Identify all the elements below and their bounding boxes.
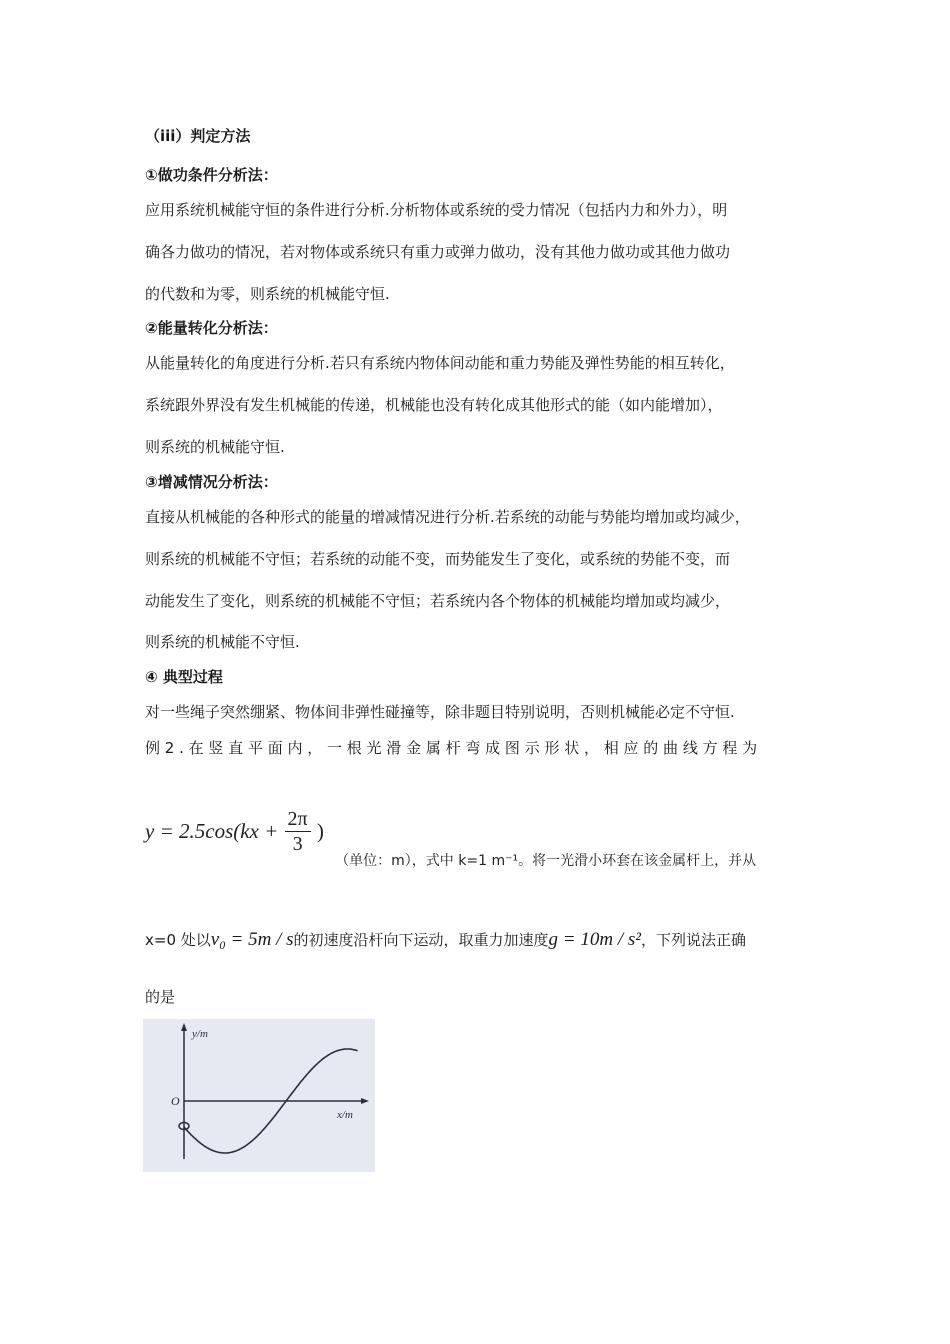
method-4-title: ④ 典型过程	[145, 668, 223, 686]
rod-curve-figure	[143, 1019, 375, 1172]
y-axis-arrow-icon	[181, 1023, 187, 1031]
x0-text: x=0 处以	[145, 931, 211, 949]
method-2-line: 则系统的机械能守恒.	[145, 438, 285, 456]
example-line-3: 的是	[145, 988, 176, 1006]
curve-diagram	[143, 1019, 375, 1172]
curve-equation	[145, 807, 756, 867]
formula-fraction	[285, 807, 311, 856]
method-4-line: 对一些绳子突然绷紧、物体间非弹性碰撞等，除非题目特别说明，否则机械能必定不守恒.	[145, 703, 735, 721]
method-3-line: 则系统的机械能不守恒；若系统的动能不变，而势能发生了变化，或系统的势能不变，而	[145, 550, 731, 568]
origin-label: O	[171, 1094, 180, 1108]
v0-expression: v₀ = 5m / s	[210, 929, 294, 950]
method-1-title: ①做功条件分析法：	[145, 166, 278, 184]
g-expression: g = 10m / s²	[548, 929, 641, 950]
x-axis-label: x/m	[337, 1109, 353, 1121]
method-3-title: ③增减情况分析法：	[145, 473, 278, 491]
method-3-line: 动能发生了变化，则系统的机械能不守恒；若系统内各个物体的机械能均增加或均减少，	[145, 592, 731, 610]
method-3-line: 直接从机械能的各种形式的能量的增减情况进行分析.若系统的动能与势能均增加或均减少，	[145, 508, 750, 526]
method-2-line: 从能量转化的角度进行分析.若只有系统内物体间动能和重力势能及弹性势能的相互转化，	[145, 354, 735, 372]
heading-iii: （iii）判定方法	[145, 127, 251, 145]
question-text: ，下列说法正确	[640, 931, 746, 949]
formula-denominator: 3	[292, 833, 303, 855]
example-line-2	[145, 928, 746, 952]
method-1-line: 确各力做功的情况，若对物体或系统只有重力或弹力做功，没有其他力做功或其他力做功	[145, 243, 731, 261]
method-3-line: 则系统的机械能不守恒.	[145, 633, 300, 651]
initial-velocity-text: 的初速度沿杆向下运动，取重力加速度	[293, 931, 549, 949]
formula-numerator: 2π	[285, 807, 311, 832]
formula-lhs: y = 2.5cos(kx +	[145, 819, 279, 843]
y-axis-label: y/m	[192, 1028, 208, 1040]
x-axis-arrow-icon	[361, 1098, 369, 1104]
method-1-line: 的代数和为零，则系统的机械能守恒.	[145, 285, 390, 303]
method-1-line: 应用系统机械能守恒的条件进行分析.分析物体或系统的受力情况（包括内力和外力），明	[145, 201, 728, 219]
method-2-line: 系统跟外界没有发生机械能的传递，机械能也没有转化成其他形式的能（如内能增加），	[145, 396, 723, 414]
example-intro: 例 2 . 在 竖 直 平 面 内 ， 一 根 光 滑 金 属 杆 弯 成 图 示 形 状 ， 相 应 的 曲 线 方 程 为	[145, 739, 758, 757]
formula-tail-text: （单位：m），式中 k=1 m⁻¹。将一光滑小环套在该金属杆上，并从	[335, 853, 757, 869]
formula-rhs: )	[316, 819, 324, 843]
method-2-title: ②能量转化分析法：	[145, 319, 278, 337]
